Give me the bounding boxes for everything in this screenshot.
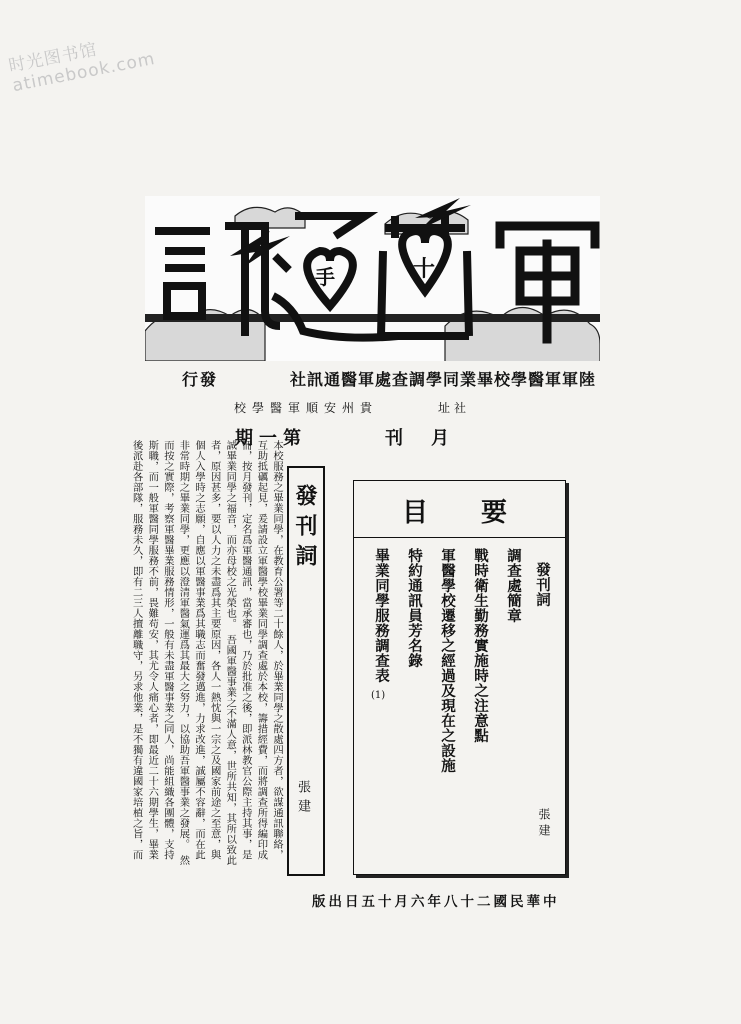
contents-item: 軍醫學校遷移之經過及現在之設施: [439, 548, 456, 773]
issue-label: 第一期: [235, 428, 307, 449]
contents-heading-left: 目: [402, 498, 429, 528]
watermark-text: 时光图书馆 atimebook.com: [6, 39, 157, 97]
contents-header: [353, 480, 566, 538]
masthead-banner: [145, 196, 600, 361]
svg-text:手: 手: [315, 265, 335, 289]
publish-label: 發行: [182, 370, 219, 389]
contents-item: 畢業同學服務調查表: [373, 548, 390, 683]
article-paragraph: 本校服務之畢業同學，在教育公署等二十餘人，於畢業同學之散處四方者，欲謀通訊聯絡，互助抵礪起見，爰請設立軍醫學校畢業同學調查處於本校，籌措經費，而將調查所得編印成冊，按月發刊，定名爲軍醫通訊，當承審也，乃於批准之後，即派林教官公際主持其事，是誠畢業同學之福音，而亦母校之光榮也。: [224, 440, 283, 860]
article-paragraph: 吾國軍醫事業之不滿人意，世所共知，其所以致此者，原因甚多，要以人力之未盡爲其主要原因，各人一熱忱與一宗之及國家前途之至意，與個人入學時之志願，自應以軍醫事業爲其職志而奮發邁進，力求改進，誠屬不容辭，而在此非常時期之畢業同學，更應以澄清軍醫氣運爲其最大之努力，以協助吾軍醫事業之發展。: [177, 440, 237, 866]
address-value: 貴州安順軍醫學校: [234, 401, 379, 415]
article-paragraph: 然而按之實際，考察軍醫畢業服務情形，一般有未盡軍醫事業之同人，尚能組織各團體，支持斯職，而一般軍醫同學服務不前，畏難苟安，其尤令人痛心者，即最近二十六期學生，畢業後派赴各部隊，服務未久，即有二三人擅離職守，另求他業，是不獨有違國家培植之旨，而: [130, 440, 190, 866]
contents-item: 戰時衛生勤務實施時之注意點: [472, 548, 489, 743]
contents-item-note: (1): [371, 690, 386, 701]
address-label: 社址: [438, 401, 471, 415]
article-author: 張建: [295, 780, 310, 818]
svg-text:十: 十: [413, 256, 436, 282]
masthead-logo-art: [145, 196, 600, 361]
contents-item-author: 張建: [537, 808, 551, 840]
monthly-label: 月刊: [385, 428, 477, 449]
publisher-name: 陸軍軍醫學校畢業同學調查處軍醫通訊社: [289, 370, 596, 389]
contents-heading-right: 要: [481, 498, 508, 528]
article-body: [108, 440, 284, 870]
contents-item: 發刊詞: [534, 562, 551, 607]
contents-item: 調查處簡章: [505, 548, 522, 623]
publication-date: 中華民國二十八年六月十五日出版: [312, 894, 560, 910]
article-title: 發刊詞: [292, 484, 318, 574]
contents-item: 特約通訊員芳名錄: [406, 548, 423, 668]
